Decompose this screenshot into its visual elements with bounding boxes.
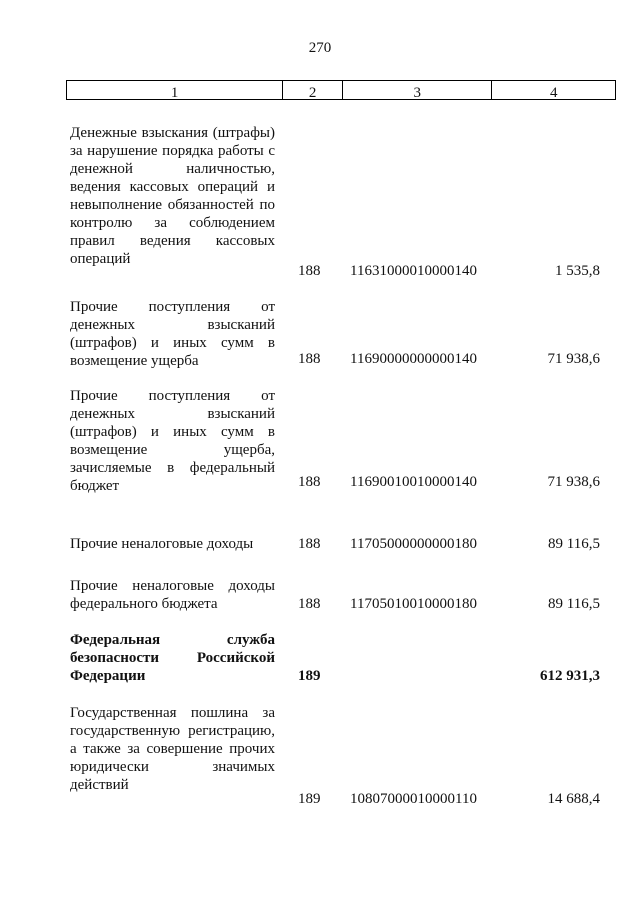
row-name: Государственная пошлина за государственную регистрацию, а также за совершение прочих юридически значимых действий xyxy=(70,705,275,793)
row-name: Денежные взыскания (штрафы) за нарушение порядка работы с денежной наличностью, ведения кассовых операций и невыполнение обязанностей по контролю за соблюдением правил ведения кассовых операций xyxy=(70,125,275,267)
row-sum: 89 116,5 xyxy=(548,536,600,552)
row-name: Прочие неналоговые доходы xyxy=(70,536,254,552)
header-col-2: 2 xyxy=(282,81,342,99)
row-code: 188 xyxy=(298,474,321,490)
header-col-4: 4 xyxy=(491,81,615,99)
row-code: 188 xyxy=(298,596,321,612)
row-kbk: 10807000010000110 xyxy=(350,791,477,807)
table-row xyxy=(0,387,640,494)
table-header xyxy=(66,80,616,100)
row-kbk: 11690010010000140 xyxy=(350,474,477,490)
table-row xyxy=(0,704,640,808)
row-code: 189 xyxy=(298,791,321,807)
row-code: 188 xyxy=(298,536,321,552)
header-col-3: 3 xyxy=(342,81,491,99)
row-name: Прочие неналоговые доходы федерального бюджета xyxy=(70,578,275,612)
row-name: Прочие поступления от денежных взысканий (штрафов) и иных сумм в возмещение ущерба, зачисляемые в федеральный бюджет xyxy=(70,388,275,494)
table-row-ministry xyxy=(0,631,640,685)
row-sum: 1 535,8 xyxy=(555,263,600,279)
table-row xyxy=(0,577,640,613)
row-name: Федеральная служба безопасности Российской Федерации xyxy=(70,632,275,684)
row-sum: 71 938,6 xyxy=(547,351,600,367)
row-sum: 89 116,5 xyxy=(548,596,600,612)
table-row xyxy=(0,124,640,280)
row-kbk: 11705010010000180 xyxy=(350,596,477,612)
row-sum: 14 688,4 xyxy=(547,791,600,807)
row-code: 189 xyxy=(298,668,321,684)
table-row xyxy=(0,535,640,553)
header-col-1: 1 xyxy=(170,85,179,101)
row-sum: 612 931,3 xyxy=(540,668,600,684)
row-kbk: 11690000000000140 xyxy=(350,351,477,367)
row-kbk: 11631000010000140 xyxy=(350,263,477,279)
table-row xyxy=(0,298,640,368)
page-number: 270 xyxy=(308,40,332,56)
row-name: Прочие поступления от денежных взысканий (штрафов) и иных сумм в возмещение ущерба xyxy=(70,299,275,369)
row-kbk: 11705000000000180 xyxy=(350,536,477,552)
row-code: 188 xyxy=(298,351,321,367)
row-sum: 71 938,6 xyxy=(547,474,600,490)
row-code: 188 xyxy=(298,263,321,279)
